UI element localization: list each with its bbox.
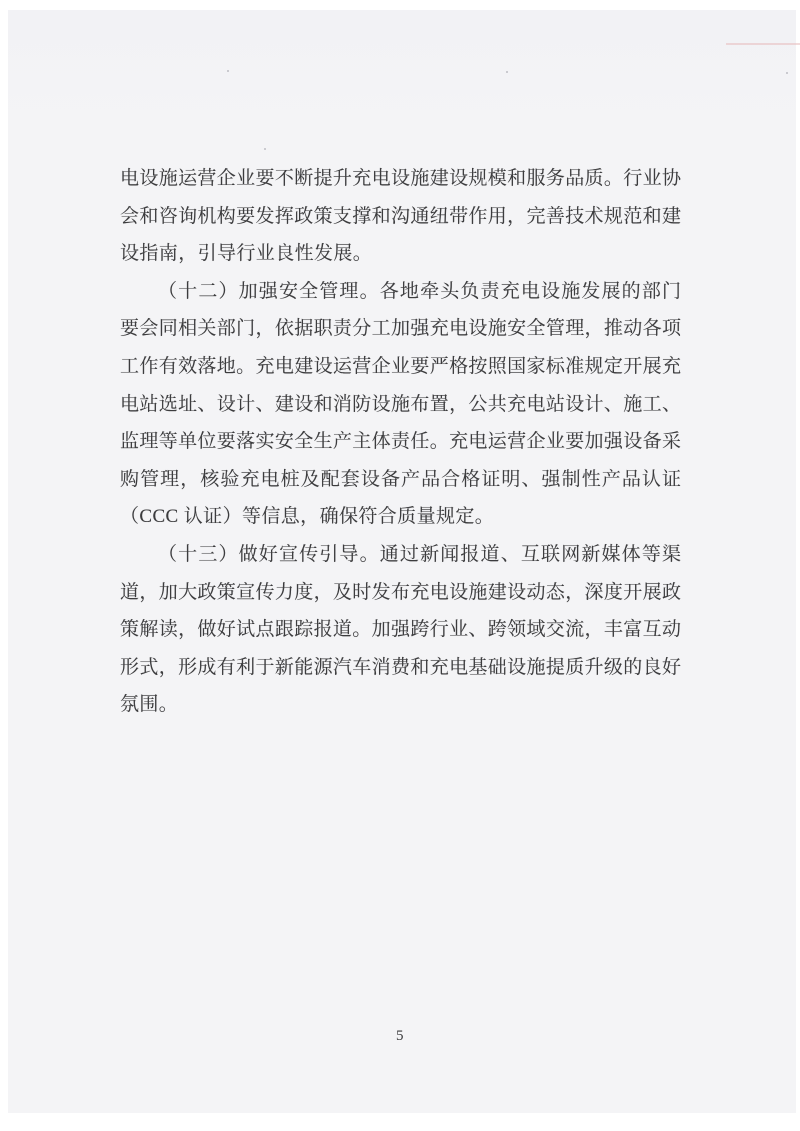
text-line: 道，加大政策宣传力度，及时发布充电设施建设动态，深度开展政 [120, 581, 681, 603]
text-line: 要会同相关部门，依据职责分工加强充电设施安全管理，推动各项 [120, 318, 681, 340]
text-line: 形式，形成有利于新能源汽车消费和充电基础设施提质升级的良好 [120, 656, 681, 678]
text-line: （十二）加强安全管理。各地牵头负责充电设施发展的部门 [158, 280, 681, 302]
text-line: 策解读，做好试点跟踪报道。加强跨行业、跨领域交流，丰富互动 [120, 619, 681, 641]
text-line: 监理等单位要落实安全生产主体责任。充电运营企业要加强设备采 [120, 431, 681, 453]
text-line: 会和咨询机构要发挥政策支撑和沟通纽带作用，完善技术规范和建 [120, 205, 681, 227]
text-line: 电设施运营企业要不断提升充电设施建设规模和服务品质。行业协 [120, 168, 681, 189]
text-line: 购管理，核验充电桩及配套设备产品合格证明、强制性产品认证 [120, 468, 681, 490]
scan-speck [264, 148, 266, 150]
scan-speck [786, 72, 788, 74]
scan-speck [227, 70, 229, 72]
scan-speck [506, 71, 508, 73]
text-line: 氛围。 [120, 694, 179, 716]
document-body-text [120, 160, 681, 724]
text-line: （CCC 认证）等信息，确保符合质量规定。 [120, 506, 495, 528]
text-line: （十三）做好宣传引导。通过新闻报道、互联网新媒体等渠 [158, 543, 681, 565]
text-line: 工作有效落地。充电建设运营企业要严格按照国家标准规定开展充 [120, 355, 681, 377]
paragraph [120, 273, 681, 536]
paragraph [120, 160, 681, 273]
paragraph [120, 536, 681, 724]
text-line: 设指南，引导行业良性发展。 [120, 243, 373, 265]
text-line: 电站选址、设计、建设和消防设施布置，公共充电站设计、施工、 [120, 393, 681, 415]
page-number: 5 [396, 1028, 404, 1044]
scan-artifact-line [726, 43, 800, 45]
